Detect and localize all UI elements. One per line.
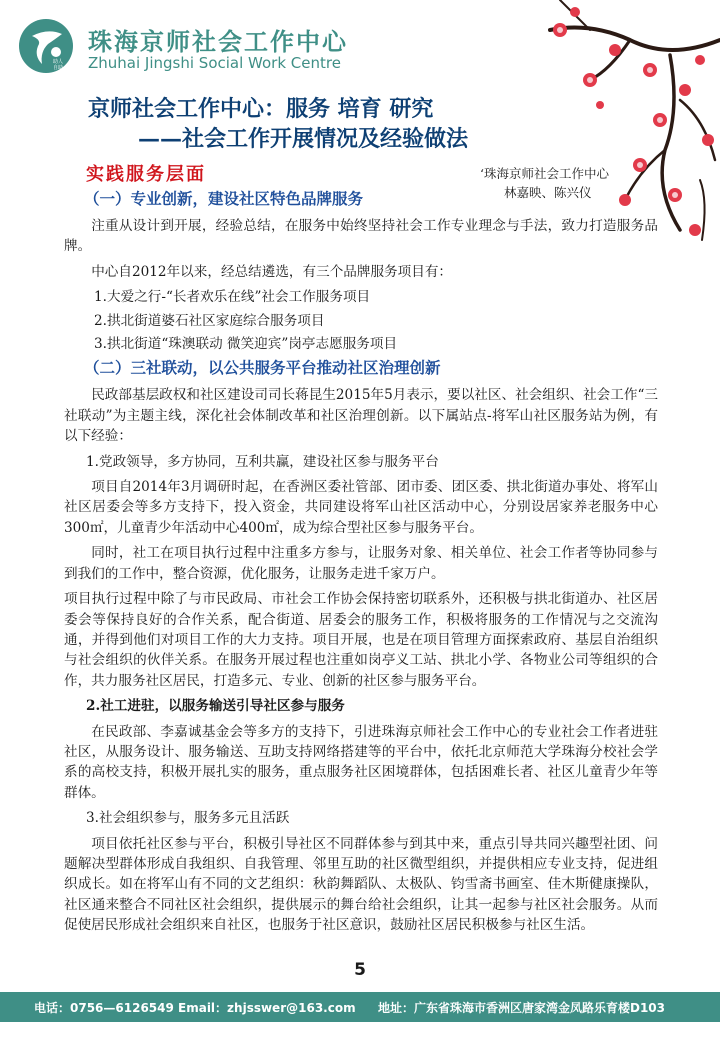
list-item: 2.拱北街道婆石社区家庭综合服务项目 [94, 312, 325, 329]
paragraph-4: 项目自2014年3月调研时起，在香洲区委社管部、团市委、团区委、拱北街道办事处、将军山社区居委会等多方支持下，投入资金，共同建设将军山社区活动中心，分别设居家养老服务中心300㎡，儿童青少年活动中心400㎡，成为综合型社区参与服务平台。 [64, 479, 658, 536]
footer-contact: 电话：0756—6126549 Email：zhjsswer@163.com [34, 1001, 356, 1015]
jingshi-logo-icon [18, 18, 74, 74]
paragraph-2: 中心自2012年以来，经总结遴选，有三个品牌服务项目有： [91, 263, 453, 280]
article-title-line2: ——社会工作开展情况及经验做法 [138, 126, 469, 152]
subheading-1: 1.党政领导，多方协同，互利共赢，建设社区参与服务平台 [86, 453, 439, 470]
paragraph-7: 在民政部、李嘉诚基金会等多方的支持下，引进珠海京师社会工作中心的专业社会工作者进驻社区，从服务设计、服务输送、互助支持网络搭建等的平台中，依托北京师范大学珠海分校社会学系的高校支持，积极开展扎实的服务，重点服务社区困境群体，包括困难长者、社区儿童青少年等群体。 [64, 723, 658, 801]
subheading-2: 2.社工进驻，以服务输送引导社区参与服务 [86, 698, 345, 715]
paragraph-8: 项目依托社区参与平台，积极引导社区不同群体参与到其中来，重点引导共同兴趣型社团、问题解决型群体形成自我组织、自我管理、邻里互助的社区微型组织，并提供相应专业支持，促进组织成长。如在将军山有不同的文艺组织：秋韵舞蹈队、太极队、钧雪斋书画室、佳木斯健康操队，社区通来整合不同社区社会组织，提供展示的舞台给社会组织，让其一起参与社区社会服务。从而促使居民形成社会组织来自社区，也服务于社区意识，鼓励社区居民积极参与社区生活。 [64, 835, 658, 934]
paragraph-5: 同时，社工在项目执行过程中注重多方参与，让服务对象、相关单位、社会工作者等协同参与到我们的工作中，整合资源，优化服务，让服务走进千家万户。 [64, 545, 658, 582]
heading-1: （一）专业创新，建设社区特色品牌服务 [84, 189, 364, 208]
page-footer [0, 992, 720, 1022]
org-name-en: Zhuhai Jingshi Social Work Centre [88, 54, 341, 72]
logo-text-1: 助人 [52, 59, 64, 65]
paragraph-3: 民政部基层政权和社区建设司司长蒋昆生2015年5月表示，要以社区、社会组织、社会工作“三社联动”为主题主线，深化社会体制改革和社区治理创新。以下属站点-将军山社区服务站为例，有以下经验： [64, 387, 658, 445]
footer-address: 地址：广东省珠海市香洲区唐家湾金凤路乐育楼D103 [378, 1001, 666, 1015]
subheading-3: 3.社会组织参与，服务多元且活跃 [86, 810, 290, 827]
author-org: ‘珠海京师社会工作中心 [480, 166, 609, 181]
list-item: 1.大爱之行-“长者欢乐在线”社会工作服务项目 [94, 289, 371, 306]
section-label: 实践服务层面 [86, 164, 206, 185]
author-names: 林嘉映、陈兴仪 [504, 185, 592, 200]
article-title-line1: 京师社会工作中心：服务 培育 研究 [88, 96, 434, 122]
logo-text-2: 自助 [52, 65, 64, 71]
heading-2: （二）三社联动，以公共服务平台推动社区治理创新 [84, 358, 441, 378]
org-name-cn: 珠海京师社会工作中心 [88, 28, 348, 56]
list-item: 3.拱北街道“珠澳联动 微笑迎宾”岗亭志愿服务项目 [94, 336, 398, 353]
paragraph-6: 项目执行过程中除了与市民政局、市社会工作协会保持密切联系外，还积极与拱北街道办、社区居委会等保持良好的合作关系，配合街道、居委会的服务工作，积极将服务的工作情况与之交流沟通，并得到他们对项目工作的大力支持。项目开展，也是在项目管理方面探索政府、基层自治组织与社会组织的伙伴关系。在服务开展过程也注重如岗亭义工站、拱北小学、各物业公司等组织的合作，共力服务社区居民，打造多元、专业、创新的社区参与服务平台。 [64, 591, 658, 689]
page-number: 5 [354, 960, 366, 980]
article-body [64, 186, 658, 936]
paragraph-1: 注重从设计到开展，经验总结，在服务中始终坚持社会工作专业理念与手法，致力打造服务品牌。 [64, 218, 658, 255]
